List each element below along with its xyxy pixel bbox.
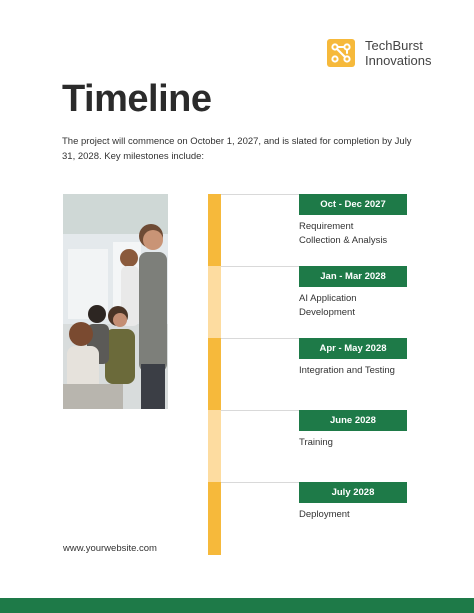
page-title: Timeline bbox=[62, 78, 212, 120]
description-line: AI Application bbox=[299, 293, 357, 304]
timeline-band bbox=[208, 338, 221, 410]
timeline-band bbox=[208, 194, 221, 266]
description-line: Training bbox=[299, 437, 333, 448]
milestone-description bbox=[299, 220, 409, 248]
date-badge: July 2028 bbox=[299, 482, 407, 503]
brand-name bbox=[365, 38, 432, 68]
milestone-description bbox=[299, 436, 409, 450]
timeline-band bbox=[208, 266, 221, 338]
team-photo bbox=[63, 194, 168, 409]
date-badge: Oct - Dec 2027 bbox=[299, 194, 407, 215]
milestone-description bbox=[299, 292, 409, 320]
timeline-band bbox=[208, 482, 221, 555]
milestone-description bbox=[299, 364, 409, 378]
description-line: Collection & Analysis bbox=[299, 235, 388, 246]
date-badge: Jan - Mar 2028 bbox=[299, 266, 407, 287]
brand-line-1: TechBurst bbox=[365, 38, 423, 53]
date-badge: June 2028 bbox=[299, 410, 407, 431]
description-line: Integration and Testing bbox=[299, 365, 395, 376]
date-badge: Apr - May 2028 bbox=[299, 338, 407, 359]
circuit-logo-icon bbox=[327, 39, 355, 67]
intro-paragraph: The project will commence on October 1, 2027, and is slated for completion by July 31, 2028. Key milestones include: bbox=[62, 136, 412, 162]
brand-line-2: Innovations bbox=[365, 53, 432, 68]
description-line: Development bbox=[299, 307, 355, 318]
timeline-band bbox=[208, 410, 221, 482]
footer-bar bbox=[0, 598, 474, 613]
milestone-description bbox=[299, 508, 409, 522]
description-line: Requirement bbox=[299, 221, 354, 232]
website-link[interactable]: www.yourwebsite.com bbox=[63, 543, 157, 554]
description-line: Deployment bbox=[299, 509, 350, 520]
